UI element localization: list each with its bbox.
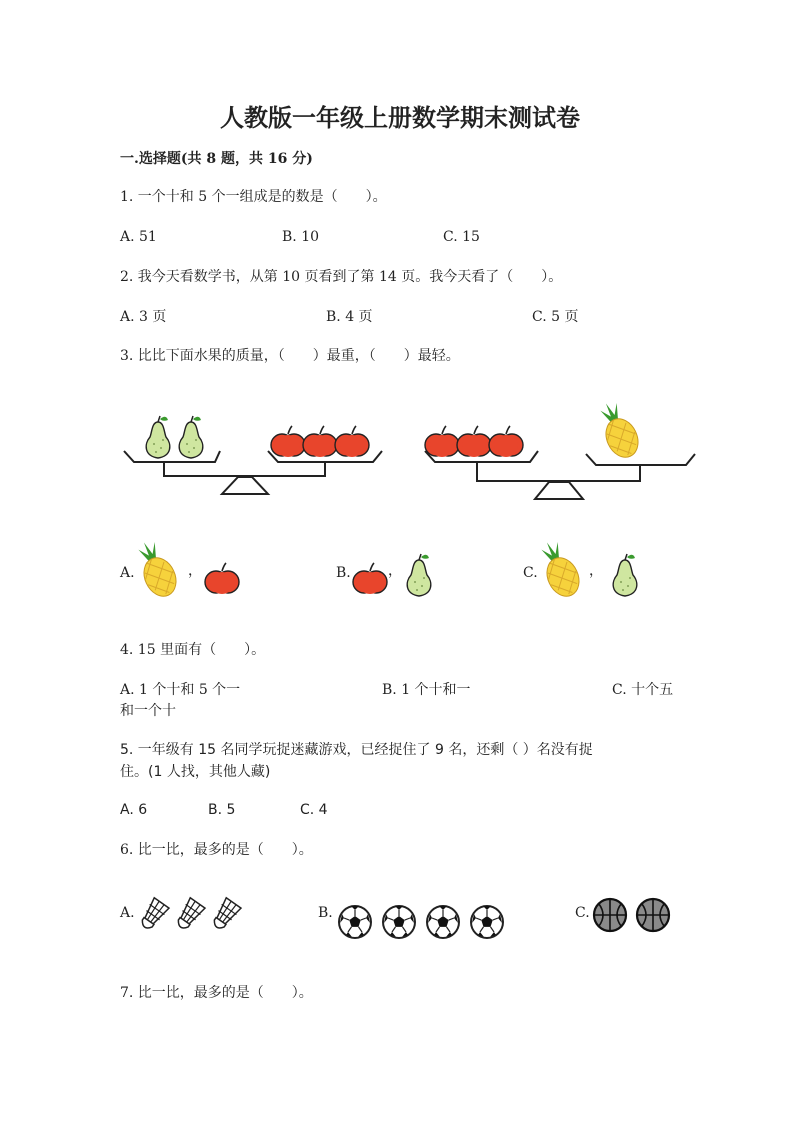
question-4-stem: 4. 15 里面有（ ）。 (120, 642, 266, 658)
pineapple-icon (130, 536, 182, 601)
question-4-option-c-cont: 和一个十 (120, 703, 176, 719)
apple-icon (271, 426, 305, 457)
apple-icon (335, 426, 369, 457)
question-5-option-c[interactable]: C. 4 (300, 802, 328, 818)
pear-icon (407, 554, 431, 596)
question-1-option-c[interactable]: C. 15 (443, 229, 480, 245)
question-3-option-a[interactable]: A. (120, 565, 135, 581)
question-2-option-c[interactable]: C. 5 页 (532, 309, 579, 325)
shuttlecock-icon (209, 898, 241, 932)
apple-icon (457, 426, 491, 457)
question-3-option-b-images (346, 553, 441, 605)
question-4-option-c[interactable]: C. 十个五 (612, 682, 674, 698)
soccer-ball-icon (471, 906, 503, 938)
question-3-stem: 3. 比比下面水果的质量，（ ）最重，（ ）最轻。 (120, 348, 460, 364)
question-1-option-a[interactable]: A. 51 (120, 229, 157, 245)
svg-text:，: ， (589, 563, 603, 579)
pineapple-icon (533, 536, 585, 601)
question-2-option-b[interactable]: B. 4 页 (326, 309, 373, 325)
shuttlecock-icon (137, 898, 169, 932)
question-5-stem-line2: 住。(1 人找，其他人藏) (120, 764, 271, 780)
balance-scale-icon (120, 400, 700, 510)
question-6-stem: 6. 比一比，最多的是（ ）。 (120, 842, 313, 858)
pear-icon (613, 554, 637, 596)
soccer-ball-icon (383, 906, 415, 938)
question-5-option-a[interactable]: A. 6 (120, 802, 148, 818)
svg-text:，: ， (388, 563, 402, 579)
question-2-stem: 2. 我今天看数学书，从第 10 页看到了第 14 页。我今天看了（ ）。 (120, 269, 563, 285)
question-2-option-a[interactable]: A. 3 页 (120, 309, 167, 325)
question-6-option-c-images (590, 893, 680, 939)
apple-icon (425, 426, 459, 457)
question-6-option-b[interactable]: B. (318, 905, 333, 921)
question-5-option-b[interactable]: B. 5 (208, 802, 236, 818)
question-6-option-a[interactable]: A. (120, 905, 135, 921)
question-4-option-b[interactable]: B. 1 个十和一 (382, 682, 471, 698)
apple-icon (205, 563, 239, 594)
question-4-option-a[interactable]: A. 1 个十和 5 个一 (120, 682, 241, 698)
page-title: 人教版一年级上册数学期末测试卷 (220, 103, 580, 132)
pineapple-icon (592, 397, 644, 462)
section-heading: 一.选择题(共 8 题，共 16 分) (120, 151, 313, 167)
question-3-option-c[interactable]: C. (523, 565, 538, 581)
apple-icon (303, 426, 337, 457)
question-6-option-a-images (135, 893, 255, 943)
question-5-stem-line1: 5. 一年级有 15 名同学玩捉迷藏游戏，已经捉住了 9 名，还剩（ ）名没有捉 (120, 742, 593, 758)
question-3-option-a-images (130, 545, 245, 605)
question-6-option-c[interactable]: C. (575, 905, 590, 921)
pear-icon (146, 416, 170, 458)
question-1-stem: 1. 一个十和 5 个一组成是的数是（ ）。 (120, 189, 387, 205)
question-3-option-c-images (533, 545, 643, 605)
question-3-option-b[interactable]: B. (336, 565, 351, 581)
apple-icon (489, 426, 523, 457)
basketball-icon (637, 899, 669, 931)
soccer-ball-icon (427, 906, 459, 938)
pear-icon (179, 416, 203, 458)
question-6-option-b-images (333, 898, 513, 946)
apple-icon (353, 563, 387, 594)
svg-text:，: ， (188, 563, 202, 579)
question-1-option-b[interactable]: B. 10 (282, 229, 320, 245)
soccer-ball-icon (339, 906, 371, 938)
shuttlecock-icon (173, 898, 205, 932)
question-7-stem: 7. 比一比，最多的是（ ）。 (120, 985, 313, 1001)
basketball-icon (594, 899, 626, 931)
